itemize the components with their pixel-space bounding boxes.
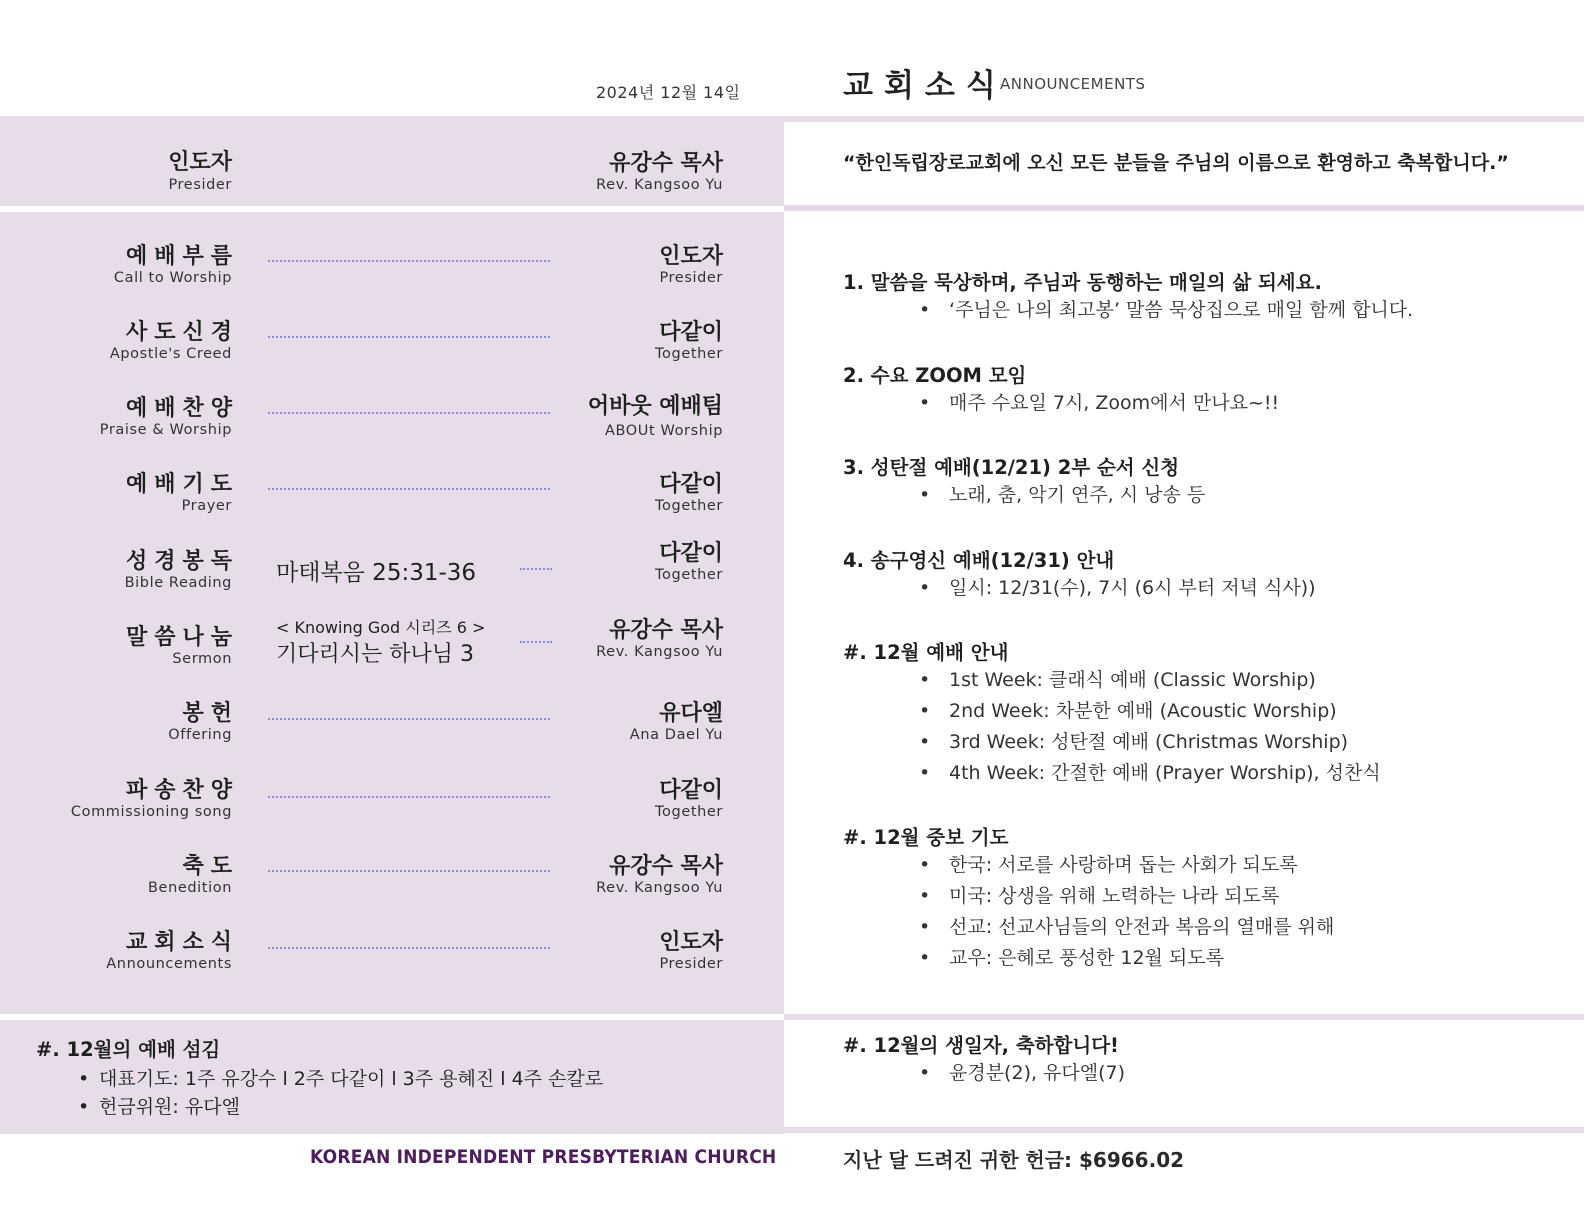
list-item: • 헌금위원: 유다엘 [36,1093,603,1121]
birthday-rule-top [784,1014,1584,1020]
order-item [99,391,239,438]
dotted-leader [520,568,552,570]
church-name: KOREAN INDEPENDENT PRESBYTERIAN CHURCH [310,1146,777,1168]
list-item: • ‘주님은 나의 최고봉’ 말씀 묵상집으로 매일 함께 합니다. [843,295,1413,326]
dotted-leader [268,947,550,949]
order-item-leader [596,613,723,660]
order-item [148,849,239,896]
birthdays [843,1030,1125,1089]
presider-label-kr: 인도자 [168,150,232,175]
order-item-en: Apostle's Creed [109,346,232,362]
order-item-kr: 파송찬양 [125,778,239,803]
dotted-leader [268,796,550,798]
list-item: • 1st Week: 클래식 예배 (Classic Worship) [843,665,1381,696]
announcement-heading: #. 12월 중보 기도 [843,826,1009,849]
announcement-prayer [843,822,1334,974]
bulletin-date: 2024년 12월 14일 [596,83,741,102]
announcement-heading: 3. 성탄절 예배(12/21) 2부 순서 신청 [843,456,1180,479]
announcement-heading: 2. 수요 ZOOM 모임 [843,364,1027,387]
order-item-leader [630,696,723,743]
list-item: • 일시: 12/31(수), 7시 (6시 부터 저녁 식사)) [843,573,1316,604]
order-item-kr: 교회소식 [125,930,239,955]
leader-kr: 다같이 [659,778,723,803]
list-item: • 윤경분(2), 유다엘(7) [843,1058,1125,1089]
list-item: • 미국: 상생을 위해 노력하는 나라 되도록 [843,881,1334,912]
welcome-message: “한인독립장로교회에 오신 모든 분들을 주님의 이름으로 환영하고 축복합니다.” [843,152,1509,174]
order-item-en: Prayer [181,498,232,514]
leader-en: Presider [659,956,723,972]
order-item-kr: 예배찬양 [125,396,239,421]
birthday-rule-bottom [784,1127,1584,1133]
leader-kr: 유다엘 [659,701,723,726]
list-item: • 2nd Week: 차분한 예배 (Acoustic Worship) [843,696,1381,727]
list-item: • 매주 수요일 7시, Zoom에서 만나요~!! [843,388,1279,419]
order-item [113,239,239,286]
list-item: • 3rd Week: 성탄절 예배 (Christmas Worship) [843,727,1381,758]
list-item: • 대표기도: 1주 유강수 l 2주 다같이 l 3주 용혜진 l 4주 손칼로 [36,1065,603,1093]
order-item-en: Bible Reading [124,575,232,591]
announcements-title: 교회소식 [843,68,1007,104]
leader-kr: 다같이 [659,320,723,345]
leader-en: Together [655,346,723,362]
order-item-en: Offering [168,727,232,743]
announcement-3 [843,452,1205,511]
leader-en: ABOUt Worship [604,423,723,439]
birthdays-heading: #. 12월의 생일자, 축하합니다! [843,1034,1119,1057]
leader-en: Together [655,804,723,820]
leader-en: Together [655,567,723,583]
announcement-1 [843,267,1413,326]
order-item-leader [655,315,723,362]
leader-kr: 인도자 [659,930,723,955]
leader-kr: 어바웃 예배팀 [587,394,723,419]
announcement-heading: #. 12월 예배 안내 [843,641,1009,664]
order-item [109,315,239,362]
order-item-kr: 봉헌 [182,701,239,726]
leader-kr: 유강수 목사 [609,618,723,643]
order-item-kr: 예배부름 [125,244,239,269]
order-item-kr: 말씀나눔 [125,625,239,650]
dotted-leader [268,412,550,414]
leader-en: Presider [659,270,723,286]
order-item-leader [655,467,723,514]
leader-kr: 인도자 [659,244,723,269]
order-item-kr: 축도 [182,854,239,879]
dotted-leader [268,260,550,262]
presider-label-en: Presider [168,177,232,193]
leader-en: Rev. Kangsoo Yu [596,644,723,660]
order-item [168,696,239,743]
leader-kr: 다같이 [659,472,723,497]
order-item-leader [659,925,723,972]
order-item-leader [655,536,723,583]
order-item-leader [655,773,723,820]
order-item-en: Benedition [148,880,232,896]
order-item-en: Announcements [106,956,232,972]
order-item [106,925,239,972]
dotted-leader [268,718,550,720]
announcement-2 [843,360,1279,419]
scripture-reference: 마태복음 25:31-36 [276,560,477,586]
service-roles [36,1034,603,1121]
offering-total: 지난 달 드려진 귀한 헌금: $6966.02 [843,1148,1185,1172]
announcement-december-worship [843,637,1381,789]
presider-name-en: Rev. Kangsoo Yu [596,177,723,193]
order-item-kr: 사도신경 [125,320,239,345]
order-item-leader [659,239,723,286]
list-item: • 4th Week: 간절한 예배 (Prayer Worship), 성찬식 [843,758,1381,789]
header-rule-right [784,116,1584,122]
list-item: • 선교: 선교사님들의 안전과 복음의 열매를 위해 [843,912,1334,943]
leader-kr: 유강수 목사 [609,854,723,879]
announcements-subtitle: ANNOUNCEMENTS [1000,75,1146,93]
order-item-en: Praise & Worship [99,422,232,438]
presider-name [596,146,723,193]
leader-en: Together [655,498,723,514]
order-item-en: Sermon [172,651,232,667]
order-item [125,620,239,667]
list-item: • 교우: 은혜로 풍성한 12월 되도록 [843,943,1334,974]
order-item-en: Call to Worship [113,270,232,286]
order-item-leader [588,389,723,439]
list-item: • 노래, 춤, 악기 연주, 시 낭송 등 [843,480,1205,511]
dotted-leader [268,336,550,338]
order-item [70,773,239,820]
order-item [124,544,239,591]
header-rule-right-bottom [784,205,1584,211]
list-item: • 한국: 서로를 사랑하며 돕는 사회가 되도록 [843,850,1334,881]
order-item-leader [596,849,723,896]
leader-kr: 다같이 [659,541,723,566]
dotted-leader [268,488,550,490]
sermon-title: 기다리시는 하나님 3 [276,642,474,667]
announcement-4 [843,545,1316,604]
dotted-leader [268,870,550,872]
presider-label [168,145,232,193]
service-roles-heading: #. 12월의 예배 섬김 [36,1038,221,1061]
announcement-heading: 4. 송구영신 예배(12/31) 안내 [843,549,1115,572]
order-item [125,467,239,514]
sermon-series: < Knowing God 시리즈 6 > [276,618,486,637]
dotted-leader [520,641,552,643]
order-item-en: Commissioning song [70,804,232,820]
order-item-kr: 예배기도 [125,472,239,497]
presider-name-kr: 유강수 목사 [609,151,723,176]
leader-en: Ana Dael Yu [629,727,723,743]
order-item-kr: 성경봉독 [125,549,239,574]
announcement-heading: 1. 말씀을 묵상하며, 주님과 동행하는 매일의 삶 되세요. [843,271,1322,294]
leader-en: Rev. Kangsoo Yu [596,880,723,896]
